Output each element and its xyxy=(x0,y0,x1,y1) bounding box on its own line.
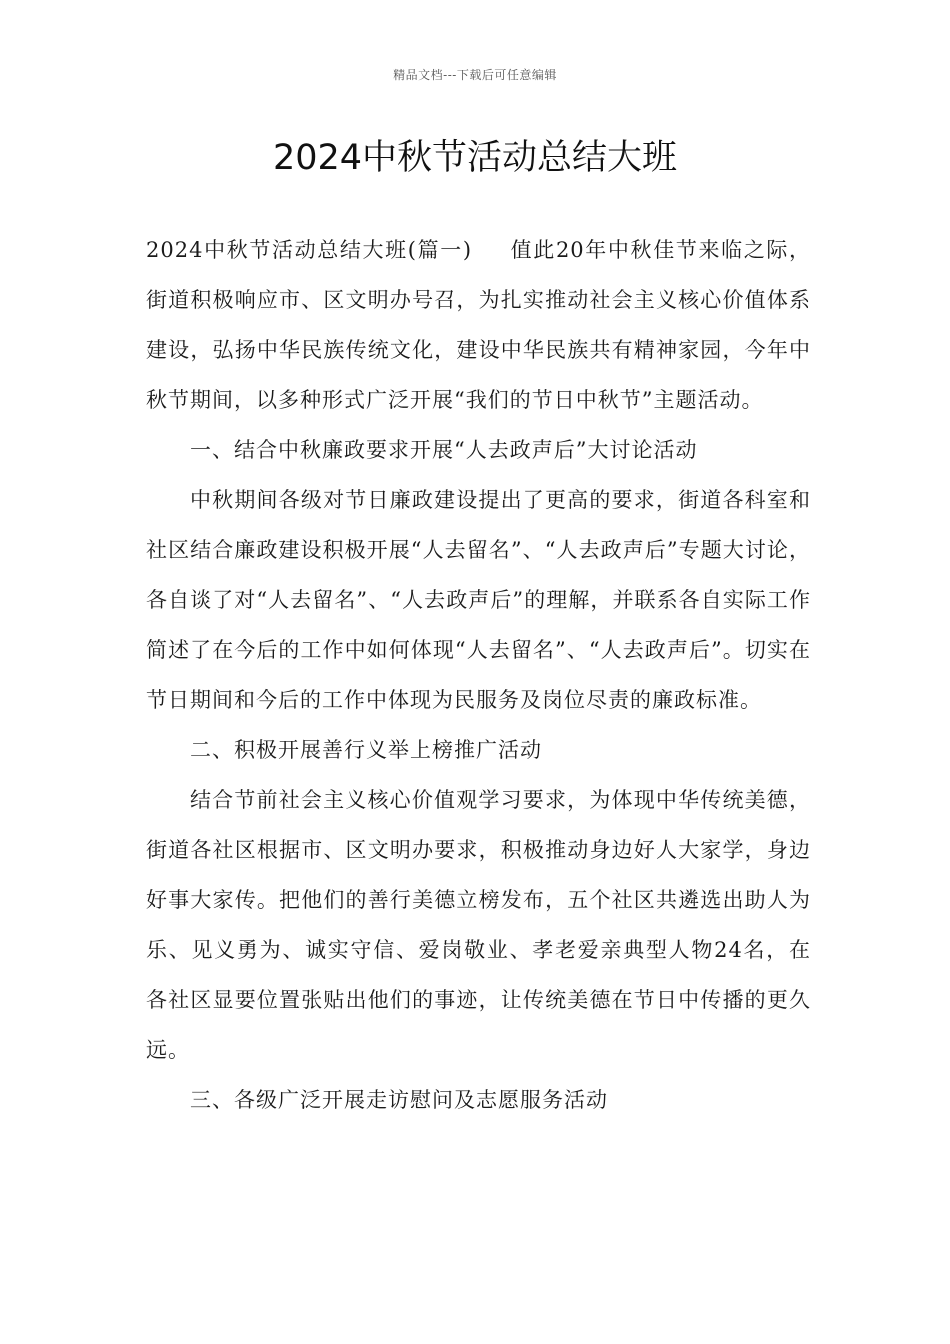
section2-paragraph: 结合节前社会主义核心价值观学习要求，为体现中华传统美德，街道各社区根据市、区文明办要求，积极推动身边好人大家学，身边好事大家传。把他们的善行美德立榜发布，五个社区共遴选出助人为乐、见义勇为、诚实守信、爱岗敬业、孝老爱亲典型人物24名，在各社区显要位置张贴出他们的事迹，让传统美德在节日中传播的更久远。 xyxy=(146,788,811,1062)
intro-text: 值此20年中秋佳节来临之际，街道积极响应市、区文明办号召，为扎实推动社会主义核心价值体系建设，弘扬中华民族传统文化，建设中华民族共有精神家园，今年中秋节期间，以多种形式广泛开展“我们的节日中秋节”主题活动。 xyxy=(146,238,811,412)
header-note: 精品文档---下载后可任意编辑 xyxy=(393,68,557,82)
intro-paragraph xyxy=(146,225,811,425)
document-body xyxy=(146,225,811,1125)
section3-heading: 三、各级广泛开展走访慰问及志愿服务活动 xyxy=(190,1088,608,1112)
section2-heading: 二、积极开展善行义举上榜推广活动 xyxy=(190,738,542,762)
section1-paragraph: 中秋期间各级对节日廉政建设提出了更高的要求，街道各科室和社区结合廉政建设积极开展“人去留名”、“人去政声后”专题大讨论，各自谈了对“人去留名”、“人去政声后”的理解，并联系各自实际工作简述了在今后的工作中如何体现“人去留名”、“人去政声后”。切实在节日期间和今后的工作中体现为民服务及岗位尽责的廉政标准。 xyxy=(146,488,811,712)
section1-heading: 一、结合中秋廉政要求开展“人去政声后”大讨论活动 xyxy=(190,438,698,462)
intro-title: 2024中秋节活动总结大班(篇一) xyxy=(146,238,473,262)
document-title: 2024中秋节活动总结大班 xyxy=(272,138,678,178)
